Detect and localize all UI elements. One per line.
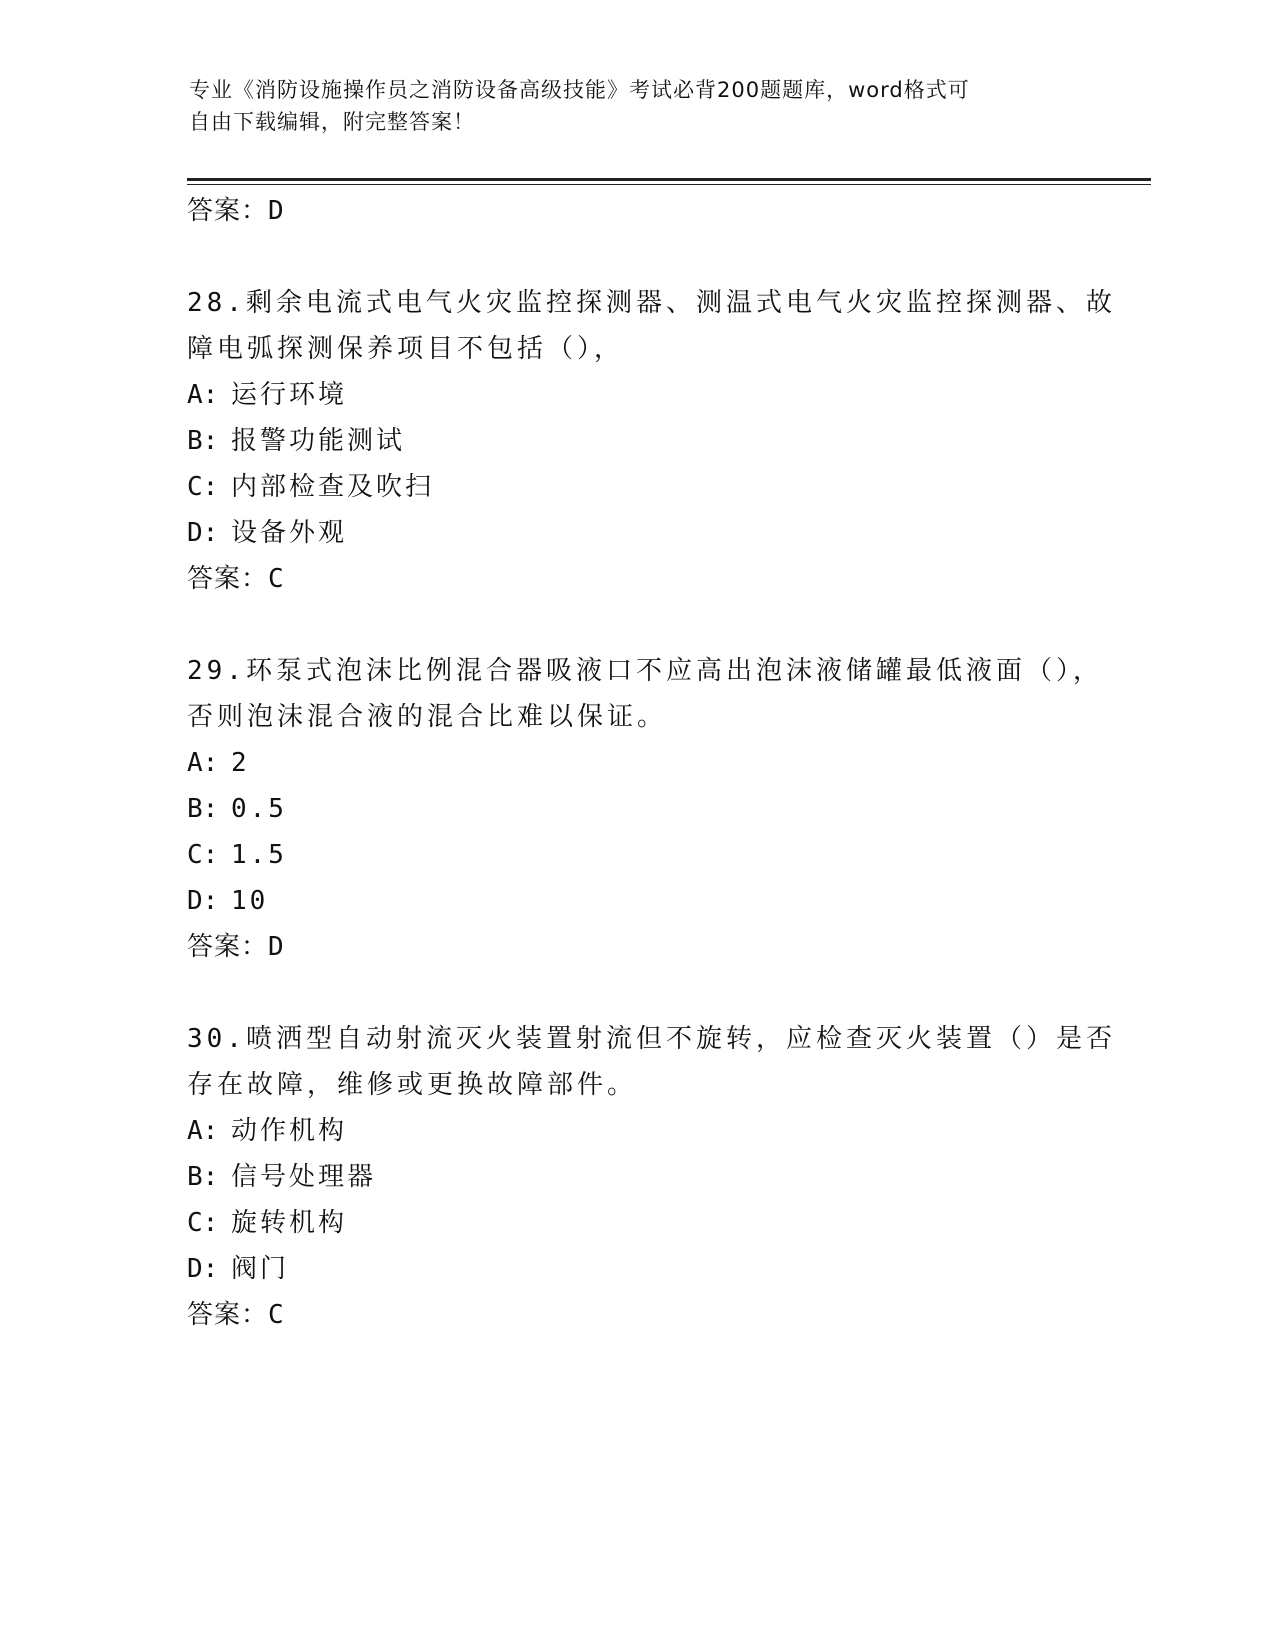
question-answer: [187, 924, 1087, 970]
option-d: [187, 510, 1087, 556]
option-letter: C:: [187, 1208, 219, 1238]
spacer: [187, 602, 1087, 648]
option-letter: C:: [187, 472, 219, 502]
question-stem: [187, 280, 1116, 372]
answer-value: D: [268, 196, 284, 226]
option-d: [187, 1246, 1087, 1292]
stem-line: 否则泡沫混合液的混合比难以保证。: [187, 702, 668, 732]
option-text: 运行环境: [231, 380, 348, 410]
answer-label: 答案：: [187, 1300, 269, 1330]
option-letter: A:: [187, 1116, 219, 1146]
option-a: [187, 740, 1087, 786]
option-b: [187, 1154, 1087, 1200]
answer-label: 答案：: [187, 932, 269, 962]
option-letter: B:: [187, 426, 219, 456]
answer-label: 答案：: [187, 196, 269, 226]
header-line-2: 自由下载编辑，附完整答案！: [189, 110, 475, 134]
option-text: 2: [231, 748, 250, 778]
option-c: [187, 832, 1087, 878]
option-letter: D:: [187, 518, 219, 548]
option-b: [187, 786, 1087, 832]
header-divider-thick: [187, 178, 1151, 181]
previous-answer: [187, 188, 1087, 234]
stem-line: 存在故障，维修或更换故障部件。: [187, 1070, 638, 1100]
option-text: 设备外观: [231, 518, 348, 548]
option-letter: D:: [187, 1254, 219, 1284]
option-a: [187, 1108, 1087, 1154]
spacer: [187, 970, 1087, 1016]
spacer: [187, 234, 1087, 280]
option-text: 0.5: [231, 794, 287, 824]
stem-line: 障电弧探测保养项目不包括（），: [187, 334, 625, 364]
answer-value: D: [268, 932, 284, 962]
option-letter: D:: [187, 886, 219, 916]
question-stem: [187, 648, 1103, 740]
option-text: 阀门: [231, 1254, 290, 1284]
option-text: 10: [231, 886, 269, 916]
option-d: [187, 878, 1087, 924]
option-text: 1.5: [231, 840, 287, 870]
header-divider-thin: [187, 184, 1151, 185]
option-letter: B:: [187, 1162, 219, 1192]
option-text: 旋转机构: [231, 1208, 348, 1238]
option-text: 内部检查及吹扫: [231, 472, 435, 502]
option-c: [187, 1200, 1087, 1246]
option-letter: A:: [187, 748, 219, 778]
question-answer: [187, 1292, 1087, 1338]
question-28: [187, 280, 1116, 602]
option-letter: C:: [187, 840, 219, 870]
option-c: [187, 464, 1087, 510]
option-text: 信号处理器: [231, 1162, 377, 1192]
option-a: [187, 372, 1087, 418]
document-header: [189, 74, 1089, 138]
header-line-1: 专业《消防设施操作员之消防设备高级技能》考试必背200题题库，word格式可: [189, 78, 970, 102]
option-text: 动作机构: [231, 1116, 348, 1146]
option-b: [187, 418, 1087, 464]
question-29: [187, 648, 1103, 970]
answer-label: 答案：: [187, 564, 269, 594]
question-answer: [187, 556, 1087, 602]
question-list: [187, 188, 1116, 1338]
question-stem: [187, 1016, 1116, 1108]
stem-line: 30.喷洒型自动射流灭火装置射流但不旋转，应检查灭火装置（）是否: [187, 1024, 1116, 1054]
option-text: 报警功能测试: [231, 426, 406, 456]
answer-value: C: [268, 564, 284, 594]
stem-line: 28.剩余电流式电气火灾监控探测器、测温式电气火灾监控探测器、故: [187, 288, 1116, 318]
stem-line: 29.环泵式泡沫比例混合器吸液口不应高出泡沫液储罐最低液面（），: [187, 656, 1103, 686]
option-letter: B:: [187, 794, 219, 824]
option-letter: A:: [187, 380, 219, 410]
question-30: [187, 1016, 1116, 1338]
answer-value: C: [268, 1300, 284, 1330]
